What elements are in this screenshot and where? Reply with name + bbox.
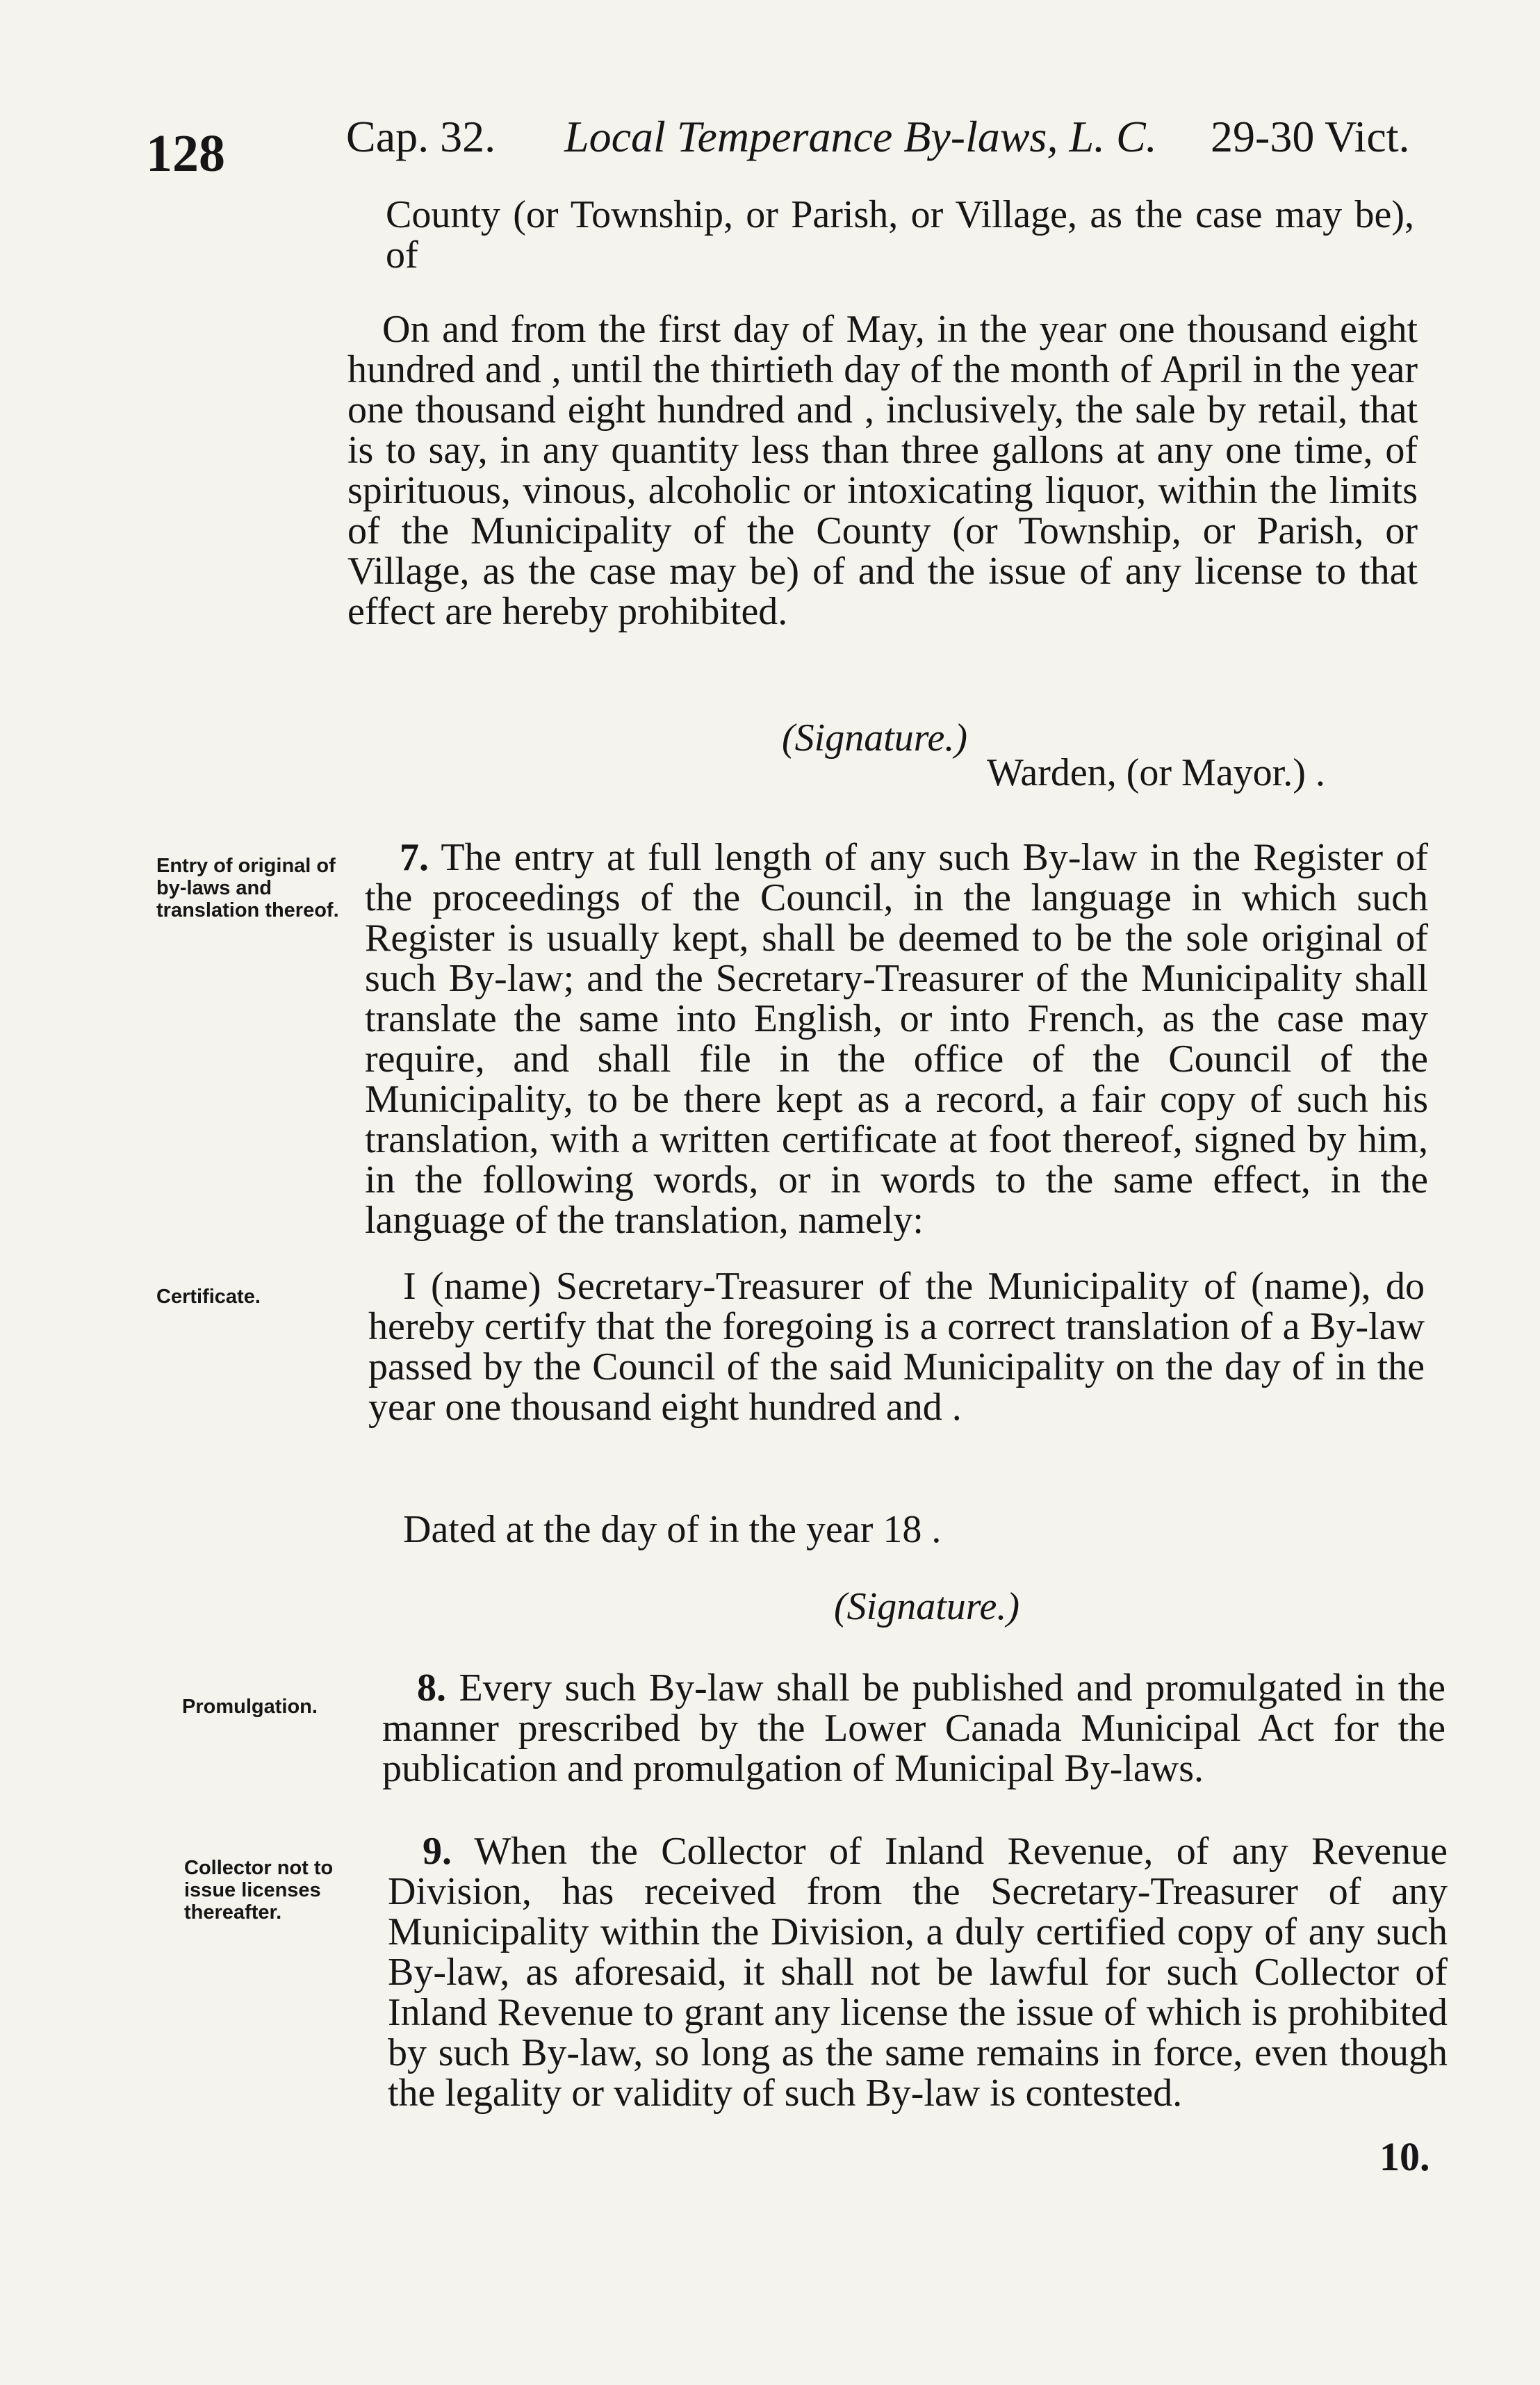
page-number: 128 bbox=[146, 124, 225, 183]
catchword: 10. bbox=[1379, 2134, 1430, 2179]
form-office: Warden, (or Mayor.) . bbox=[987, 751, 1325, 794]
form-county-line: County (or Township, or Parish, or Village, as the case may be), of bbox=[386, 193, 1414, 277]
certificate-text bbox=[368, 1266, 1425, 1427]
section-8 bbox=[382, 1668, 1445, 1789]
certificate-signature: (Signature.) bbox=[834, 1585, 1019, 1628]
margin-note-certificate: Certificate. bbox=[156, 1286, 261, 1308]
form-signature: (Signature.) bbox=[782, 716, 967, 760]
section-7-number: 7. bbox=[400, 836, 429, 879]
section-9-number: 9. bbox=[423, 1830, 452, 1873]
dated-text: Dated at the day of in the year 18 . bbox=[403, 1508, 942, 1551]
running-title: Local Temperance By-laws, L. C. bbox=[564, 112, 1157, 161]
certificate-body: I (name) Secretary-Treasurer of the Municipality of (name), do hereby certify that the foregoing is a correct translation of a By-law passed by the Council of the said Municipality on the day of in the year one thousand eight hundred and . bbox=[368, 1265, 1425, 1429]
dated-line bbox=[368, 1509, 1425, 1550]
chapter-label: Cap. 32. bbox=[346, 112, 496, 161]
margin-note-promulgation: Promulgation. bbox=[182, 1696, 318, 1718]
section-8-number: 8. bbox=[417, 1666, 446, 1710]
margin-note-entry: Entry of original of by-laws and translation thereof. bbox=[156, 855, 339, 921]
regnal-year: 29-30 Vict. bbox=[1211, 112, 1410, 161]
section-8-text: Every such By-law shall be published and promulgated in the manner prescribed by the Lower Canada Municipal Act for the publication and promulgation of Municipal By-laws. bbox=[382, 1666, 1445, 1790]
section-9-text: When the Collector of Inland Revenue, of any Revenue Division, has received from the Secretary-Treasurer of any Municipality within the Division, a duly certified copy of any such By-law, as aforesaid, it shall not be lawful for such Collector of Inland Revenue to grant any license the issue of which is prohibited by such By-law, so long as the same remains in force, even though the legality or validity of such By-law is contested. bbox=[388, 1830, 1448, 2115]
section-7 bbox=[365, 837, 1428, 1240]
section-7-text: The entry at full length of any such By-law in the Register of the proceedings of the Council, in the language in which such Register is usually kept, shall be deemed to be the sole original of such By-law; and the Secretary-Treasurer of the Municipality shall translate the same into English, or into French, as the case may require, and shall file in the office of the Council of the Municipality, to be there kept as a record, a fair copy of such his translation, with a written certificate at foot thereof, signed by him, in the following words, or in words to the same effect, in the language of the translation, namely: bbox=[365, 836, 1428, 1242]
form-body-text: On and from the first day of May, in the year one thousand eight hundred and , until the thirtieth day of the month of April in the year one thousand eight hundred and , inclusively, the sale by retail, that is to say, in any quantity less than three gallons at any one time, of spirituous, vinous, alcoholic or intoxicating liquor, within the limits of the Municipality of the County (or Township, or Parish, or Village, as the case may be) of and the issue of any license to that effect are hereby prohibited. bbox=[347, 308, 1418, 633]
section-9 bbox=[388, 1831, 1448, 2113]
form-body bbox=[347, 309, 1418, 632]
margin-note-collector: Collector not to issue licenses thereafter. bbox=[184, 1857, 334, 1924]
